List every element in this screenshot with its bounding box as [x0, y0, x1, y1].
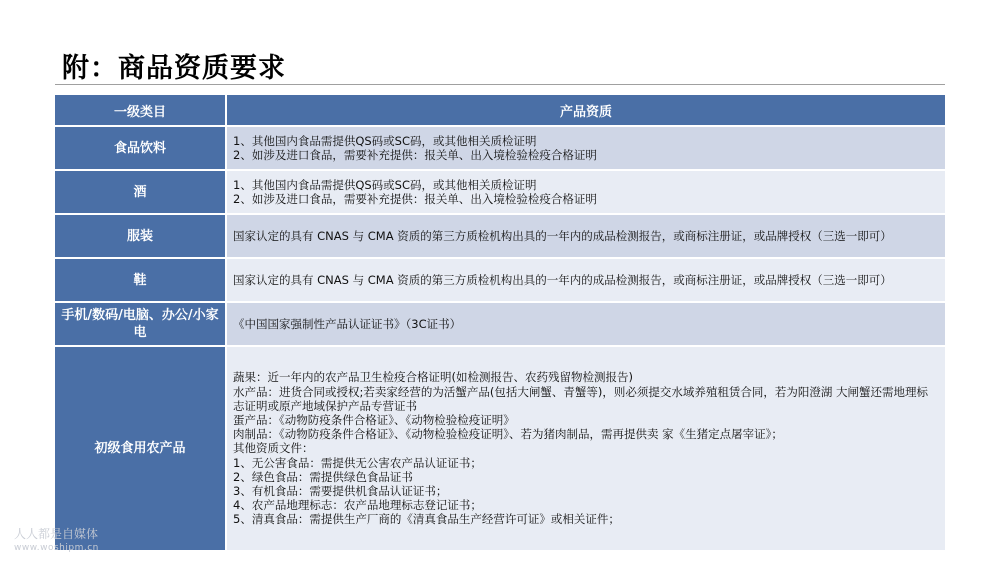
qualification-table: [55, 93, 945, 552]
header-category: 一级类目: [55, 95, 227, 125]
title-divider: [55, 84, 945, 85]
qualification-line: 5、清真食品：需提供生产厂商的《清真食品生产经营许可证》或相关证件；: [233, 512, 620, 527]
qualification-line: 蛋产品：《动物防疫条件合格证》、《动物检验检疫证明》: [233, 412, 515, 427]
qualification-line: 国家认定的具有 CNAS 与 CMA 资质的第三方质检机构出具的一年内的成品检测报告，或商标注册证，或品牌授权（三选一即可）: [233, 228, 892, 243]
qualification-line: 《中国国家强制性产品认证证书》（3C证书）: [233, 316, 462, 331]
watermark: [14, 527, 99, 555]
table-row: [55, 303, 945, 345]
qualification-line: 蔬果：近一年内的农产品卫生检疫合格证明(如检测报告、农药残留物检测报告): [233, 370, 633, 385]
qualification-line: 其他资质文件：: [233, 441, 314, 456]
category-cell: 食品饮料: [55, 127, 227, 169]
qualification-line: 水产品：进货合同或授权;若卖家经营的为活蟹产品(包括大闸蟹、青蟹等)，则必须提交水域养殖租赁合同，若为阳澄湖 大闸蟹还需地理标志证明或原产地域保护产品专营证书: [233, 384, 928, 413]
category-cell: 初级食用农产品: [55, 347, 227, 550]
qualification-line: 国家认定的具有 CNAS 与 CMA 资质的第三方质检机构出具的一年内的成品检测报告，或商标注册证，或品牌授权（三选一即可）: [233, 272, 892, 287]
page-title: 附：商品资质要求: [62, 53, 286, 84]
table-row: [55, 127, 945, 169]
table-row: [55, 259, 945, 301]
qualification-cell: [227, 215, 945, 257]
qualification-cell: [227, 347, 945, 550]
qualification-line: 2、如涉及进口食品，需要补充提供：报关单、出入境检验检疫合格证明: [233, 148, 597, 162]
table-row: [55, 347, 945, 550]
table-row: [55, 171, 945, 213]
category-cell: 酒: [55, 171, 227, 213]
qualification-cell: [227, 303, 945, 345]
qualification-cell: [227, 259, 945, 301]
watermark-url: www.woshipm.cn: [14, 543, 99, 553]
qualification-line: 1、其他国内食品需提供QS码或SC码，或其他相关质检证明: [233, 177, 537, 192]
qualification-line: 4、农产品地理标志：农产品地理标志登记证书；: [233, 498, 482, 513]
qualification-line: 3、有机食品：需要提供机食品认证证书；: [233, 484, 448, 498]
watermark-text: 人人都是自媒体: [14, 527, 99, 541]
category-cell: 手机/数码/电脑、办公/小家电: [55, 303, 227, 345]
qualification-cell: [227, 127, 945, 169]
qualification-line: 2、绿色食品：需提供绿色食品证书: [233, 469, 413, 484]
qualification-line: 1、其他国内食品需提供QS码或SC码，或其他相关质检证明: [233, 133, 537, 148]
table-row: [55, 215, 945, 257]
table-header-row: [55, 95, 945, 125]
qualification-line: 肉制品：《动物防疫条件合格证》、《动物检验检疫证明》、若为猪肉制品，需再提供卖 家《生猪定点屠宰证》；: [233, 427, 783, 442]
qualification-cell: [227, 171, 945, 213]
qualification-line: 1、无公害食品：需提供无公害农产品认证证书；: [233, 455, 482, 470]
header-qualification: 产品资质: [227, 95, 945, 125]
category-cell: 鞋: [55, 259, 227, 301]
qualification-line: 2、如涉及进口食品，需要补充提供：报关单、出入境检验检疫合格证明: [233, 192, 597, 206]
category-cell: 服装: [55, 215, 227, 257]
